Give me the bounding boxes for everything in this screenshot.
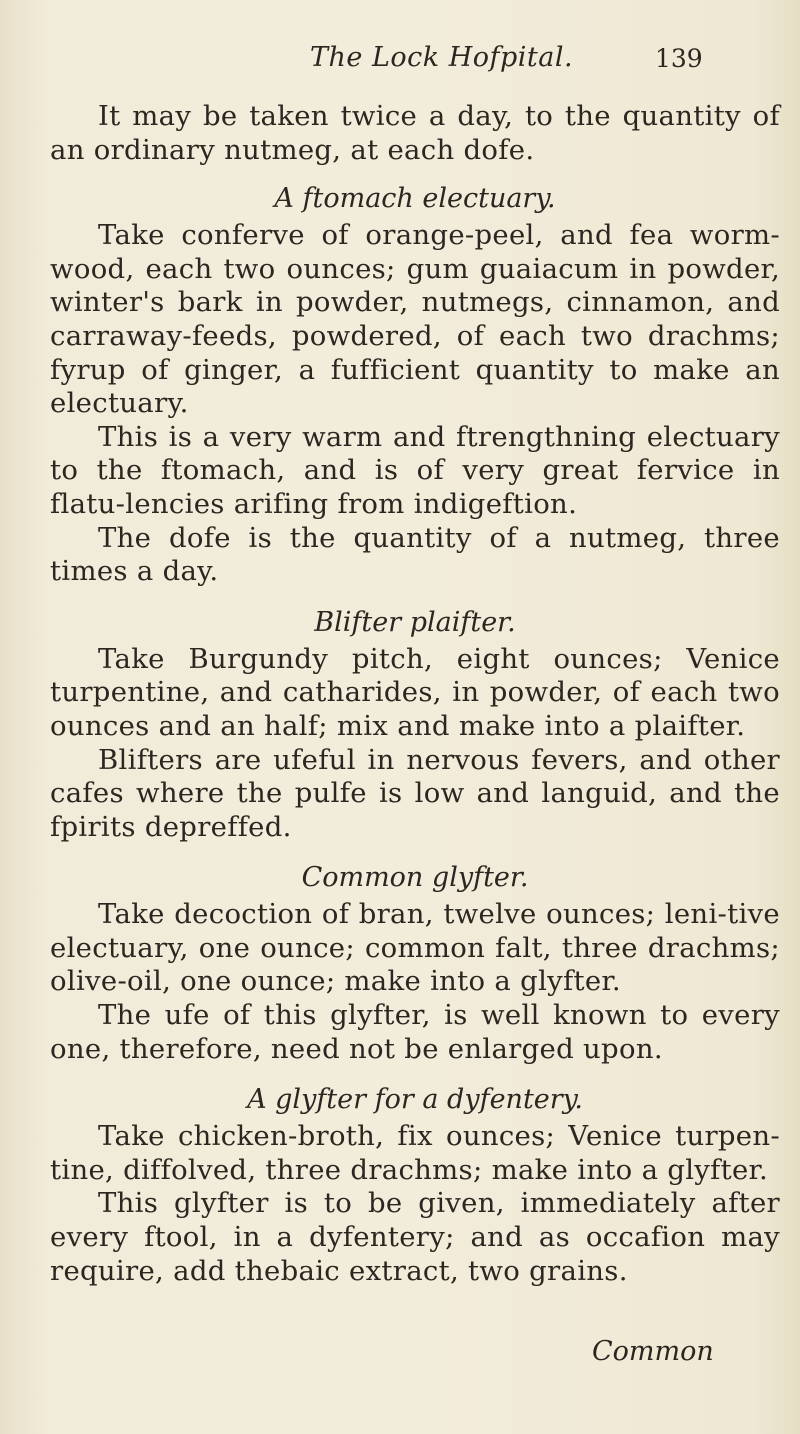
paragraph-glyster-use: The ufe of this glyfter, is well known to every one, therefore, need not be enlarged upon.: [50, 999, 780, 1065]
paragraph-stomach-recipe: Take conferve of orange-peel, and fea worm-wood, each two ounces; gum guaiacum in powder, winter's bark in powder, nutmegs, cinnamon, and carraway-feeds, powdered, of each two drachms; fyrup of ginger, a fufficient quantity to make an electuary.: [50, 219, 780, 420]
paragraph-glyster-recipe: Take decoction of bran, twelve ounces; leni-tive electuary, one ounce; common falt, three drachms; olive-oil, one ounce; make into a glyfter.: [50, 898, 780, 998]
page-number: 139: [655, 44, 703, 73]
heading-blister-plaister: Blifter plaifter.: [314, 606, 516, 638]
heading-dysentery-glyster: A glyfter for a dyfentery.: [247, 1084, 583, 1116]
paragraph-dysentery-use: This glyfter is to be given, immediately after every ftool, in a dyfentery; and as occafion may require, add thebaic extract, two grains.: [50, 1187, 780, 1287]
heading-stomach-electuary: A ftomach electuary.: [274, 183, 556, 215]
paragraph-blister-use: Blifters are ufeful in nervous fevers, and other cafes where the pulfe is low and languid, and the fpirits depreffed.: [50, 743, 780, 843]
running-title: The Lock Hofpital.: [310, 42, 574, 73]
running-head: [0, 42, 800, 82]
heading-common-glyster: Common glyfter.: [301, 862, 529, 894]
paragraph-stomach-use: This is a very warm and ftrengthning electuary to the ftomach, and is of very great fervice in flatu-lencies arifing from indigeftion.: [50, 420, 780, 520]
paragraph-dose-nutmeg: It may be taken twice a day, to the quantity of an ordinary nutmeg, at each dofe.: [50, 100, 780, 166]
paragraph-blister-recipe: Take Burgundy pitch, eight ounces; Venice turpentine, and catharides, in powder, of each two ounces and an half; mix and make into a plaifter.: [50, 642, 780, 742]
paragraph-stomach-dose: The dofe is the quantity of a nutmeg, three times a day.: [50, 521, 780, 588]
paragraph-dysentery-recipe: Take chicken-broth, fix ounces; Venice turpen-tine, diffolved, three drachms; make into a glyfter.: [50, 1120, 780, 1186]
body-text: [50, 100, 780, 1288]
catchword: Common: [592, 1336, 714, 1367]
